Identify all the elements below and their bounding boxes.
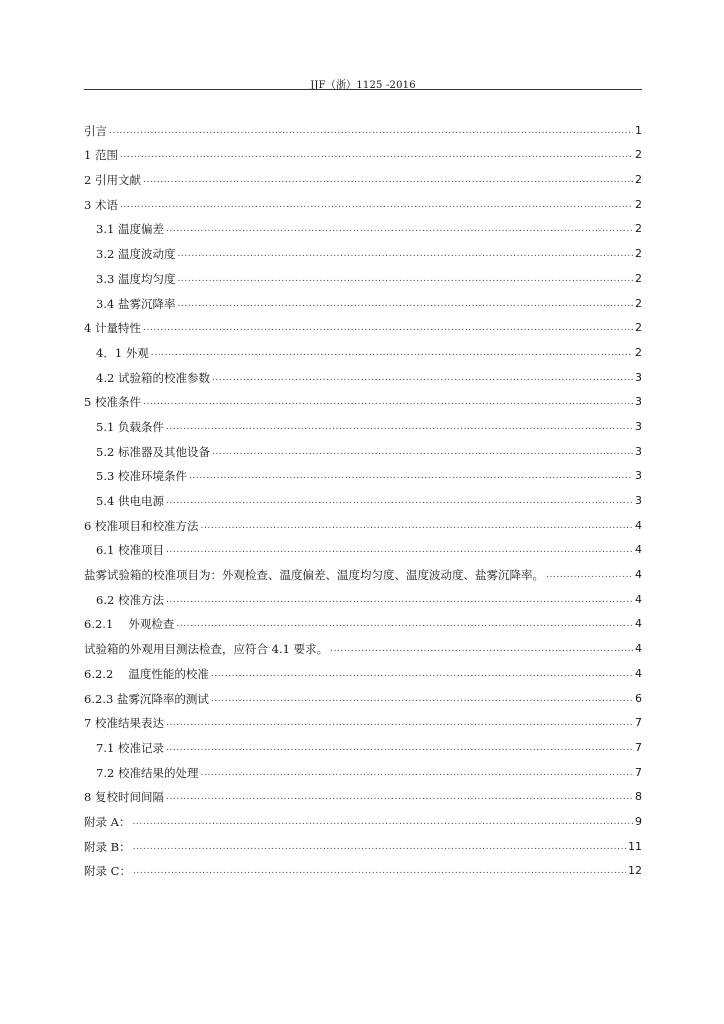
toc-entry[interactable] — [84, 829, 642, 854]
toc-dot-leader — [212, 445, 633, 459]
toc-entry-page-number: 4 — [635, 592, 642, 606]
toc-entry-label: 引言 — [84, 123, 107, 138]
toc-entry[interactable] — [84, 582, 642, 607]
toc-dot-leader — [143, 321, 633, 335]
toc-dot-leader — [143, 395, 633, 409]
toc-dot-leader — [166, 543, 633, 557]
toc-entry[interactable] — [84, 631, 642, 656]
toc-entry-page-number: 2 — [635, 173, 642, 187]
toc-entry[interactable] — [84, 706, 642, 731]
toc-entry[interactable] — [84, 508, 642, 533]
toc-entry[interactable] — [84, 162, 642, 187]
toc-dot-leader — [109, 124, 633, 138]
toc-entry[interactable] — [84, 311, 642, 336]
toc-dot-leader — [211, 667, 633, 681]
toc-entry[interactable] — [84, 113, 642, 138]
toc-dot-leader — [176, 617, 633, 631]
toc-entry-label: 3.4 盐雾沉降率 — [96, 296, 176, 311]
toc-entry[interactable] — [84, 557, 642, 582]
toc-entry-label: 附录 C： — [84, 864, 131, 879]
toc-entry[interactable] — [84, 360, 642, 385]
toc-entry-label: 7.1 校准记录 — [96, 740, 164, 755]
toc-entry-label: 5.1 负载条件 — [96, 419, 164, 434]
toc-entry-page-number: 3 — [635, 494, 642, 507]
toc-entry-label: 5.2 标准器及其他设备 — [96, 444, 210, 459]
toc-entry-page-number: 9 — [635, 814, 642, 828]
toc-entry-label: 3 术语 — [84, 197, 118, 212]
toc-entry[interactable] — [84, 533, 642, 558]
toc-entry-label: 6.2.2 温度性能的校准 — [84, 666, 209, 681]
toc-entry[interactable] — [84, 335, 642, 360]
toc-entry-page-number: 2 — [635, 222, 642, 236]
toc-dot-leader — [166, 716, 633, 730]
toc-entry-label: 6.2 校准方法 — [96, 592, 164, 607]
toc-entry-label: 5.4 供电电源 — [96, 494, 164, 508]
toc-entry[interactable] — [84, 681, 642, 706]
toc-entry-label: 7.2 校准结果的处理 — [96, 765, 199, 780]
toc-entry-page-number: 3 — [635, 444, 642, 458]
toc-dot-leader — [143, 173, 633, 187]
toc-entry-page-number: 2 — [635, 247, 642, 261]
toc-dot-leader — [166, 222, 633, 236]
toc-entry-page-number: 2 — [635, 148, 642, 162]
toc-entry[interactable] — [84, 854, 642, 879]
toc-entry[interactable] — [84, 138, 642, 163]
toc-dot-leader — [330, 642, 633, 656]
toc-entry-label: 3.2 温度波动度 — [96, 247, 176, 262]
toc-entry-label: 6.2.3 盐雾沉降率的测试 — [84, 691, 209, 706]
toc-entry[interactable] — [84, 434, 642, 459]
toc-entry-page-number: 7 — [635, 765, 642, 779]
toc-entry[interactable] — [84, 385, 642, 410]
toc-entry[interactable] — [84, 730, 642, 755]
toc-entry[interactable] — [84, 656, 642, 681]
toc-entry-label: 附录 B： — [84, 839, 131, 854]
toc-dot-leader — [200, 519, 633, 533]
toc-entry-page-number: 1 — [635, 123, 642, 137]
toc-entry-page-number: 4 — [635, 518, 642, 532]
toc-entry-page-number: 7 — [635, 740, 642, 754]
toc-entry-label: 7 校准结果表达 — [84, 716, 164, 731]
toc-entry[interactable] — [84, 286, 642, 311]
toc-entry-label: 8 复校时间间隔 — [84, 790, 164, 805]
toc-entry-page-number: 8 — [635, 790, 642, 804]
toc-entry-page-number: 12 — [628, 864, 642, 878]
toc-entry-label: 3.3 温度均匀度 — [96, 271, 176, 286]
toc-entry-label: 6 校准项目和校准方法 — [84, 518, 199, 533]
toc-dot-leader — [166, 741, 633, 755]
toc-entry[interactable] — [84, 187, 642, 212]
toc-dot-leader — [120, 198, 633, 212]
toc-entry-label: 附录 A： — [84, 814, 131, 829]
toc-dot-leader — [211, 692, 633, 706]
toc-entry[interactable] — [84, 212, 642, 237]
toc-entry-page-number: 3 — [635, 395, 642, 409]
toc-entry-page-number: 6 — [635, 691, 642, 705]
toc-entry-label: 3.1 温度偏差 — [96, 222, 164, 237]
toc-dot-leader — [151, 346, 633, 360]
toc-dot-leader — [177, 272, 633, 286]
toc-entry-page-number: 3 — [635, 469, 642, 483]
toc-dot-leader — [133, 864, 626, 878]
toc-entry-page-number: 3 — [635, 370, 642, 384]
toc-entry-page-number: 7 — [635, 716, 642, 730]
toc-dot-leader — [212, 371, 633, 385]
toc-entry[interactable] — [84, 459, 642, 484]
toc-entry-label: 5.3 校准环境条件 — [96, 469, 187, 484]
toc-entry-page-number: 4 — [635, 617, 642, 631]
toc-entry-page-number: 2 — [635, 296, 642, 310]
toc-dot-leader — [166, 593, 633, 607]
toc-entry-label: 5 校准条件 — [84, 395, 141, 410]
toc-entry[interactable] — [84, 755, 642, 780]
toc-entry[interactable] — [84, 483, 642, 508]
toc-entry-label: 1 范围 — [84, 148, 118, 163]
toc-dot-leader — [166, 494, 633, 508]
toc-entry[interactable] — [84, 236, 642, 261]
toc-entry-page-number: 4 — [635, 642, 642, 656]
toc-dot-leader — [200, 766, 633, 780]
toc-dot-leader — [132, 815, 633, 829]
toc-entry-label: 4．1 外观 — [96, 345, 149, 360]
toc-dot-leader — [177, 247, 633, 261]
toc-dot-leader — [133, 840, 626, 854]
toc-entry-page-number: 4 — [635, 543, 642, 557]
toc-entry-label: 试验箱的外观用目测法检查，应符合 4.1 要求。 — [84, 642, 329, 657]
toc-entry-label: 4.2 试验箱的校准参数 — [96, 370, 210, 385]
header-rule — [84, 89, 642, 90]
toc-entry-page-number: 4 — [635, 666, 642, 680]
toc-dot-leader — [120, 148, 633, 162]
toc-entry[interactable] — [84, 261, 642, 286]
toc-entry[interactable] — [84, 409, 642, 434]
toc-dot-leader — [166, 420, 633, 434]
running-header: JJF（浙）1125 -2016 — [310, 80, 416, 91]
toc-entry-page-number: 11 — [628, 839, 642, 853]
toc-entry[interactable] — [84, 780, 642, 805]
toc-entry-label: 6.2.1 外观检查 — [84, 617, 175, 632]
toc-entry-page-number: 2 — [635, 321, 642, 335]
toc-entry-page-number: 4 — [635, 568, 642, 582]
toc-dot-leader — [177, 297, 633, 311]
toc-entry-page-number: 2 — [635, 271, 642, 285]
toc-entry-label: 2 引用文献 — [84, 173, 141, 188]
toc-dot-leader — [546, 568, 633, 582]
toc-entry-page-number: 2 — [635, 197, 642, 211]
toc-dot-leader — [166, 790, 633, 804]
toc-entry[interactable] — [84, 804, 642, 829]
toc-entry-page-number: 2 — [635, 345, 642, 359]
toc-entry[interactable] — [84, 607, 642, 632]
toc-entry-label: 盐雾试验箱的校准项目为：外观检查、温度偏差、温度均匀度、温度波动度、盐雾沉降率。 — [84, 568, 544, 583]
toc-entry-label: 6.1 校准项目 — [96, 543, 164, 558]
toc-entry-page-number: 3 — [635, 419, 642, 433]
table-of-contents — [84, 113, 642, 878]
toc-entry-label: 4 计量特性 — [84, 321, 141, 336]
toc-dot-leader — [189, 469, 633, 483]
